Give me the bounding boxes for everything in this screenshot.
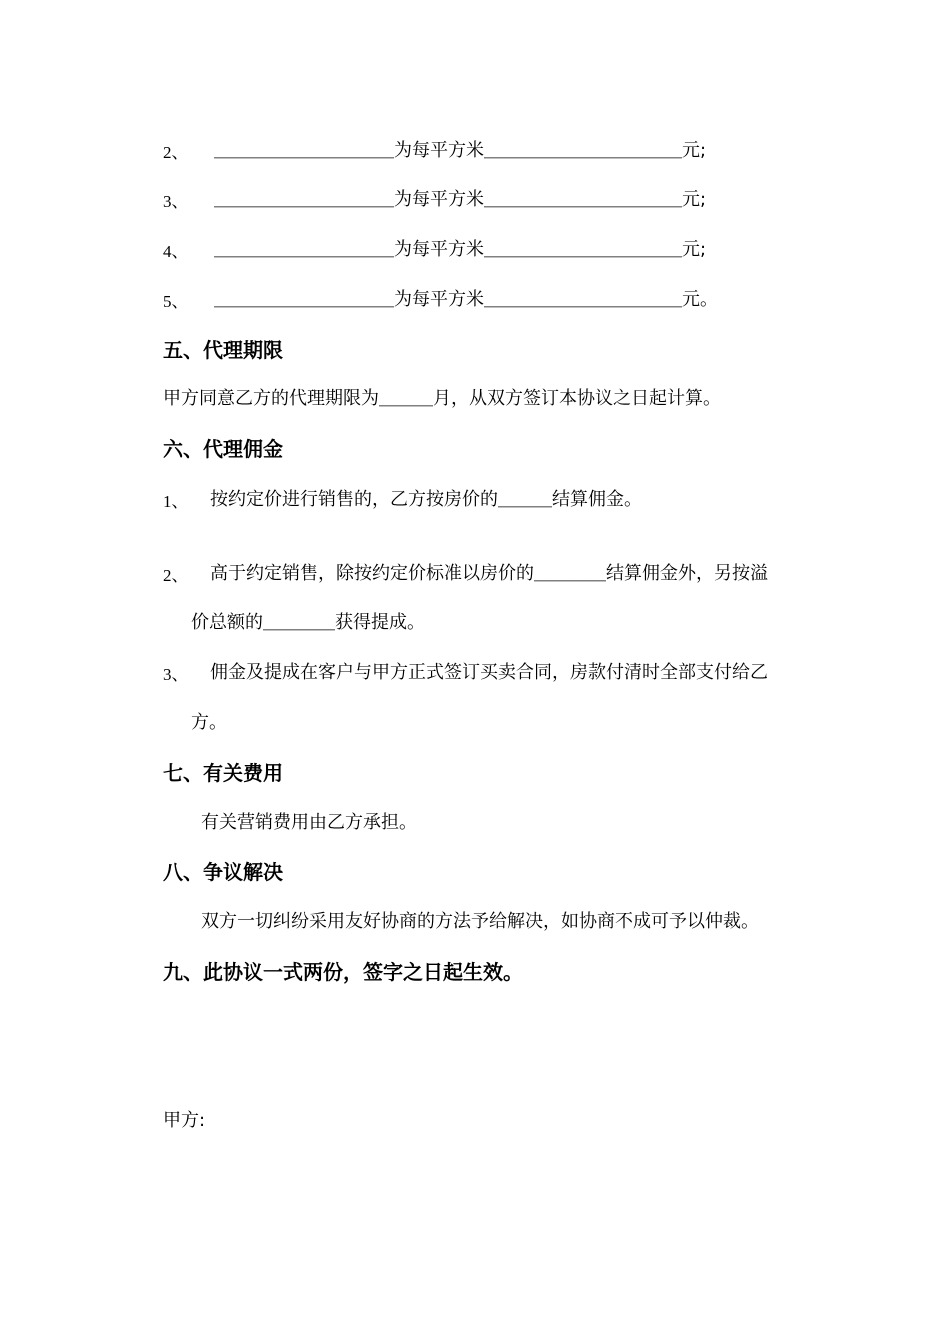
term-paragraph: 甲方同意乙方的代理期限为＿＿＿月，从双方签订本协议之日起计算。 [163,388,721,409]
fees-paragraph: 有关营销费用由乙方承担。 [201,812,417,833]
section-heading-commission: 六、代理佣金 [163,437,283,461]
list-item-number: 3、 [163,665,189,684]
list-item-number: 2、 [163,566,189,585]
price-line: ＿＿＿＿＿＿＿＿＿＿为每平方米＿＿＿＿＿＿＿＿＿＿＿元; [214,239,707,260]
section-heading-dispute: 八、争议解决 [163,860,283,884]
list-item-number: 1、 [163,492,189,511]
section-heading-validity: 九、此协议一式两份，签字之日起生效。 [163,960,523,984]
commission-item-text: 高于约定销售，除按约定价标准以房价的＿＿＿＿结算佣金外，另按溢 [210,563,768,584]
commission-item-text-cont: 价总额的＿＿＿＿获得提成。 [191,612,425,633]
list-item-number: 2、 [163,143,189,162]
price-line: ＿＿＿＿＿＿＿＿＿＿为每平方米＿＿＿＿＿＿＿＿＿＿＿元; [214,189,707,210]
party-a-label: 甲方: [163,1110,206,1131]
list-item-number: 4、 [163,242,189,261]
commission-item-text: 佣金及提成在客户与甲方正式签订买卖合同，房款付清时全部支付给乙 [210,662,768,683]
section-heading-term: 五、代理期限 [163,338,283,362]
commission-item-text: 按约定价进行销售的，乙方按房价的＿＿＿结算佣金。 [210,489,642,510]
list-item-number: 5、 [163,292,189,311]
list-item-number: 3、 [163,192,189,211]
price-line: ＿＿＿＿＿＿＿＿＿＿为每平方米＿＿＿＿＿＿＿＿＿＿＿元。 [214,289,718,310]
price-line: ＿＿＿＿＿＿＿＿＿＿为每平方米＿＿＿＿＿＿＿＿＿＿＿元; [214,140,707,161]
dispute-paragraph: 双方一切纠纷采用友好协商的方法予给解决，如协商不成可予以仲裁。 [201,911,759,932]
commission-item-text-cont: 方。 [191,712,227,733]
section-heading-fees: 七、有关费用 [163,761,283,785]
